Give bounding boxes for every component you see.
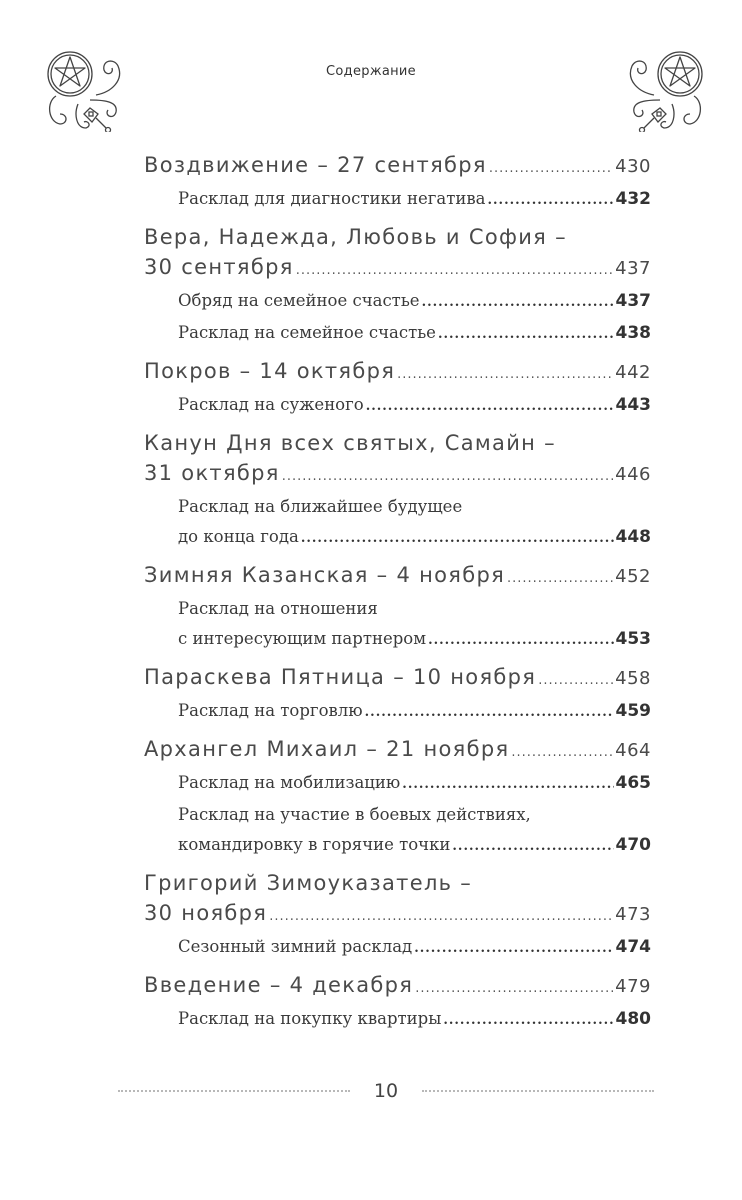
page-number: 10 xyxy=(373,1080,399,1102)
toc-chapter-entry[interactable] xyxy=(144,356,651,390)
entry-page-number: 452 xyxy=(615,566,651,587)
entry-title-line: Канун Дня всех святых, Самайн – xyxy=(144,431,556,455)
entry-page-number: 473 xyxy=(615,904,651,925)
dot-leader xyxy=(438,320,614,350)
entry-title: Воздвижение – 27 сентября xyxy=(144,153,487,177)
table-of-contents xyxy=(144,150,651,1036)
entry-page-number: 474 xyxy=(615,937,651,957)
entry-row xyxy=(144,970,651,1004)
dot-leader xyxy=(296,256,613,286)
toc-subentry[interactable] xyxy=(144,932,651,964)
toc-chapter-entry[interactable] xyxy=(144,428,651,492)
entry-title: Расклад на семейное счастье xyxy=(178,323,436,342)
entry-row xyxy=(144,356,651,390)
toc-subentry[interactable] xyxy=(144,390,651,422)
page-footer xyxy=(118,1080,654,1102)
entry-title: Параскева Пятница – 10 ноября xyxy=(144,665,537,689)
entry-title: Расклад на покупку квартиры xyxy=(178,1009,442,1028)
dot-leader xyxy=(414,934,613,964)
entry-row xyxy=(144,150,651,184)
toc-subentry[interactable] xyxy=(144,768,651,800)
entry-page-number: 438 xyxy=(615,323,651,343)
entry-page-number: 479 xyxy=(615,976,651,997)
pentagram-ornament-icon xyxy=(622,50,704,132)
toc-chapter-entry[interactable] xyxy=(144,734,651,768)
entry-page-number: 465 xyxy=(615,773,651,793)
dot-leader xyxy=(282,462,613,492)
entry-row xyxy=(144,560,651,594)
running-head: Содержание xyxy=(326,64,416,79)
entry-title: 30 ноября xyxy=(144,901,268,925)
entry-row xyxy=(144,662,651,696)
entry-page-number: 430 xyxy=(615,156,651,177)
dot-leader xyxy=(422,288,614,318)
entry-title: Покров – 14 октября xyxy=(144,359,396,383)
entry-row xyxy=(178,390,651,422)
toc-subentry[interactable] xyxy=(144,286,651,318)
toc-subentry[interactable] xyxy=(144,800,651,862)
dot-leader xyxy=(538,666,613,696)
entry-title-line: Расклад на ближайшее будущее xyxy=(178,497,463,516)
dot-leader xyxy=(443,1006,613,1036)
entry-row xyxy=(144,734,651,768)
entry-row xyxy=(178,318,651,350)
dot-leader xyxy=(452,832,613,862)
dot-leader xyxy=(488,186,614,216)
entry-page-number: 448 xyxy=(615,527,651,547)
entry-title: Зимняя Казанская – 4 ноября xyxy=(144,563,506,587)
toc-subentry[interactable] xyxy=(144,318,651,350)
entry-row xyxy=(178,932,651,964)
toc-subentry[interactable] xyxy=(144,696,651,728)
entry-page-number: 464 xyxy=(615,740,651,761)
dot-leader xyxy=(301,524,614,554)
entry-row xyxy=(178,286,651,318)
entry-title: Расклад для диагностики негатива xyxy=(178,189,486,208)
toc-chapter-entry[interactable] xyxy=(144,970,651,1004)
entry-title: 31 октября xyxy=(144,461,280,485)
toc-chapter-entry[interactable] xyxy=(144,222,651,286)
dot-leader xyxy=(415,974,613,1004)
entry-page-number: 446 xyxy=(615,464,651,485)
entry-row xyxy=(178,184,651,216)
entry-title: с интересующим партнером xyxy=(178,629,427,648)
entry-row xyxy=(178,830,651,862)
dot-leader xyxy=(365,698,614,728)
entry-title: Расклад на суженого xyxy=(178,395,364,414)
dotted-rule-right xyxy=(422,1090,654,1092)
dot-leader xyxy=(397,360,613,390)
entry-title: Расклад на торговлю xyxy=(178,701,363,720)
entry-page-number: 442 xyxy=(615,362,651,383)
entry-title: Введение – 4 декабря xyxy=(144,973,414,997)
entry-row xyxy=(178,768,651,800)
entry-title: командировку в горячие точки xyxy=(178,835,451,854)
entry-page-number: 437 xyxy=(615,291,651,311)
entry-row xyxy=(178,1004,651,1036)
entry-page-number: 459 xyxy=(615,701,651,721)
dot-leader xyxy=(269,902,613,932)
entry-title: Обряд на семейное счастье xyxy=(178,291,420,310)
entry-page-number: 432 xyxy=(615,189,651,209)
entry-title-line: Расклад на отношения xyxy=(178,599,378,618)
entry-page-number: 470 xyxy=(615,835,651,855)
entry-page-number: 453 xyxy=(615,629,651,649)
toc-chapter-entry[interactable] xyxy=(144,150,651,184)
entry-page-number: 458 xyxy=(615,668,651,689)
dotted-rule-left xyxy=(118,1090,350,1092)
dot-leader xyxy=(489,154,613,184)
toc-chapter-entry[interactable] xyxy=(144,868,651,932)
dot-leader xyxy=(507,564,613,594)
toc-subentry[interactable] xyxy=(144,1004,651,1036)
entry-title-line: Расклад на участие в боевых действиях, xyxy=(178,805,531,824)
dot-leader xyxy=(428,626,613,656)
entry-row xyxy=(144,898,651,932)
entry-page-number: 480 xyxy=(615,1009,651,1029)
entry-page-number: 443 xyxy=(615,395,651,415)
entry-title: Архангел Михаил – 21 ноября xyxy=(144,737,510,761)
entry-title: Сезонный зимний расклад xyxy=(178,937,413,956)
toc-chapter-entry[interactable] xyxy=(144,560,651,594)
entry-row xyxy=(144,252,651,286)
entry-row xyxy=(178,696,651,728)
entry-title: Расклад на мобилизацию xyxy=(178,773,401,792)
entry-row xyxy=(144,458,651,492)
toc-chapter-entry[interactable] xyxy=(144,662,651,696)
toc-subentry[interactable] xyxy=(144,492,651,554)
dot-leader xyxy=(511,738,613,768)
toc-subentry[interactable] xyxy=(144,594,651,656)
entry-title: до конца года xyxy=(178,527,299,546)
dot-leader xyxy=(402,770,613,800)
pentagram-ornament-icon xyxy=(46,50,128,132)
entry-title: 30 сентября xyxy=(144,255,294,279)
toc-subentry[interactable] xyxy=(144,184,651,216)
entry-row xyxy=(178,522,651,554)
entry-row xyxy=(178,624,651,656)
entry-title-line: Вера, Надежда, Любовь и София – xyxy=(144,225,567,249)
entry-title-line: Григорий Зимоуказатель – xyxy=(144,871,473,895)
entry-page-number: 437 xyxy=(615,258,651,279)
dot-leader xyxy=(366,392,614,422)
